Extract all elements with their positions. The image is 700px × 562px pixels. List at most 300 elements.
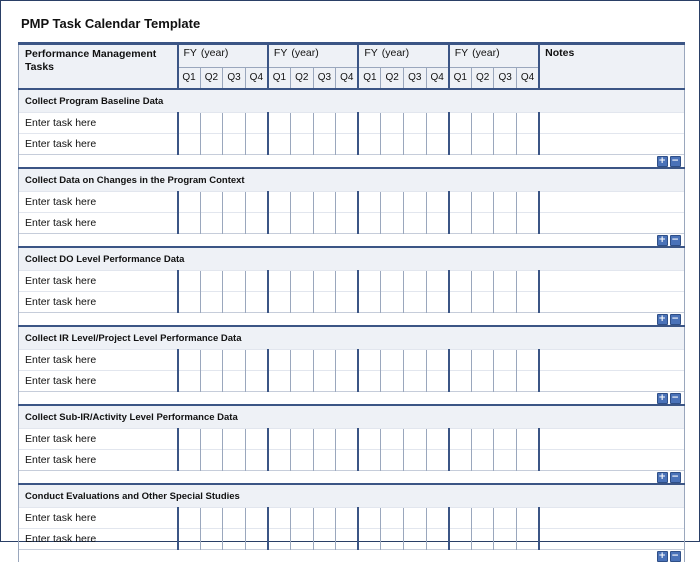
quarter-cell[interactable] xyxy=(426,213,449,234)
quarter-cell[interactable] xyxy=(223,134,246,155)
quarter-cell[interactable] xyxy=(449,192,472,213)
quarter-cell[interactable] xyxy=(178,213,201,234)
quarter-cell[interactable] xyxy=(471,508,494,529)
quarter-cell[interactable] xyxy=(245,371,268,392)
section-header-row xyxy=(19,326,685,350)
task-row xyxy=(19,134,685,155)
header-quarter-2: Q2 xyxy=(381,67,404,89)
fy-label: FY xyxy=(364,47,377,59)
quarter-cell[interactable] xyxy=(336,450,359,471)
quarter-cell[interactable] xyxy=(449,271,472,292)
quarter-cell[interactable] xyxy=(426,192,449,213)
quarter-cell[interactable] xyxy=(245,292,268,313)
quarter-cell[interactable] xyxy=(245,508,268,529)
quarter-cell[interactable] xyxy=(426,134,449,155)
task-name-cell[interactable]: Enter task here xyxy=(19,371,178,392)
section-title: Conduct Evaluations and Other Special Studies xyxy=(19,484,685,508)
quarter-cell[interactable] xyxy=(381,508,404,529)
quarter-cell[interactable] xyxy=(404,429,427,450)
quarter-cell[interactable] xyxy=(200,371,223,392)
quarter-cell[interactable] xyxy=(471,350,494,371)
quarter-cell[interactable] xyxy=(200,450,223,471)
quarter-cell[interactable] xyxy=(245,271,268,292)
quarter-cell[interactable] xyxy=(313,271,336,292)
section-controls-row xyxy=(19,313,685,327)
section-header-row xyxy=(19,484,685,508)
quarter-cell[interactable] xyxy=(268,450,291,471)
quarter-cell[interactable] xyxy=(245,529,268,550)
quarter-cell[interactable] xyxy=(494,529,517,550)
header-quarter-4: Q4 xyxy=(517,67,540,89)
quarter-cell[interactable] xyxy=(223,350,246,371)
notes-cell[interactable] xyxy=(539,134,684,155)
row-control-buttons xyxy=(657,551,681,562)
add-row-button[interactable]: + xyxy=(657,156,668,167)
quarter-cell[interactable] xyxy=(223,429,246,450)
quarter-cell[interactable] xyxy=(449,113,472,134)
quarter-cell[interactable] xyxy=(494,508,517,529)
task-name-cell[interactable]: Enter task here xyxy=(19,134,178,155)
header-quarter-4: Q4 xyxy=(426,67,449,89)
quarter-cell[interactable] xyxy=(404,292,427,313)
task-row xyxy=(19,113,685,134)
quarter-cell[interactable] xyxy=(517,271,540,292)
notes-cell[interactable] xyxy=(539,113,684,134)
quarter-cell[interactable] xyxy=(291,450,314,471)
quarter-cell[interactable] xyxy=(223,213,246,234)
header-fy-2 xyxy=(268,44,358,68)
section-controls-cell xyxy=(19,313,685,327)
quarter-cell[interactable] xyxy=(404,450,427,471)
quarter-cell[interactable] xyxy=(449,371,472,392)
task-name-cell[interactable]: Enter task here xyxy=(19,271,178,292)
quarter-cell[interactable] xyxy=(223,271,246,292)
fy-label: FY xyxy=(455,47,468,59)
task-row xyxy=(19,292,685,313)
quarter-cell[interactable] xyxy=(291,271,314,292)
quarter-cell[interactable] xyxy=(200,213,223,234)
quarter-cell[interactable] xyxy=(471,113,494,134)
header-quarter-4: Q4 xyxy=(245,67,268,89)
quarter-cell[interactable] xyxy=(517,292,540,313)
task-name-cell[interactable]: Enter task here xyxy=(19,508,178,529)
remove-row-button[interactable]: − xyxy=(670,314,681,325)
quarter-cell[interactable] xyxy=(517,192,540,213)
quarter-cell[interactable] xyxy=(245,113,268,134)
header-quarter-2: Q2 xyxy=(200,67,223,89)
section-title: Collect Data on Changes in the Program Context xyxy=(19,168,685,192)
quarter-cell[interactable] xyxy=(494,271,517,292)
task-row xyxy=(19,213,685,234)
quarter-cell[interactable] xyxy=(178,529,201,550)
fy-label: FY xyxy=(184,47,197,59)
quarter-cell[interactable] xyxy=(404,192,427,213)
quarter-cell[interactable] xyxy=(517,429,540,450)
header-notes-column: Notes xyxy=(539,44,684,90)
task-row xyxy=(19,350,685,371)
quarter-cell[interactable] xyxy=(358,134,381,155)
section-title: Collect DO Level Performance Data xyxy=(19,247,685,271)
header-quarter-3: Q3 xyxy=(313,67,336,89)
quarter-cell[interactable] xyxy=(178,271,201,292)
page-title: PMP Task Calendar Template xyxy=(21,16,200,31)
task-calendar-sheet xyxy=(18,42,684,562)
quarter-cell[interactable] xyxy=(381,271,404,292)
header-quarter-3: Q3 xyxy=(223,67,246,89)
quarter-cell[interactable] xyxy=(358,450,381,471)
task-name-cell[interactable]: Enter task here xyxy=(19,350,178,371)
quarter-cell[interactable] xyxy=(517,350,540,371)
quarter-cell[interactable] xyxy=(449,134,472,155)
quarter-cell[interactable] xyxy=(471,371,494,392)
quarter-cell[interactable] xyxy=(291,529,314,550)
notes-cell[interactable] xyxy=(539,529,684,550)
section-controls-cell xyxy=(19,550,685,562)
remove-row-button[interactable]: − xyxy=(670,472,681,483)
quarter-cell[interactable] xyxy=(426,271,449,292)
section-title: Collect Sub-IR/Activity Level Performance Data xyxy=(19,405,685,429)
quarter-cell[interactable] xyxy=(517,371,540,392)
quarter-cell[interactable] xyxy=(313,371,336,392)
quarter-cell[interactable] xyxy=(404,213,427,234)
section-controls-row xyxy=(19,155,685,169)
quarter-cell[interactable] xyxy=(358,429,381,450)
fy-year-placeholder: (year) xyxy=(201,47,228,59)
quarter-cell[interactable] xyxy=(517,529,540,550)
quarter-cell[interactable] xyxy=(471,529,494,550)
quarter-cell[interactable] xyxy=(494,134,517,155)
quarter-cell[interactable] xyxy=(494,213,517,234)
quarter-cell[interactable] xyxy=(381,450,404,471)
quarter-cell[interactable] xyxy=(200,113,223,134)
add-row-button[interactable]: + xyxy=(657,393,668,404)
task-name-cell[interactable]: Enter task here xyxy=(19,429,178,450)
notes-cell[interactable] xyxy=(539,450,684,471)
quarter-cell[interactable] xyxy=(336,529,359,550)
notes-cell[interactable] xyxy=(539,350,684,371)
quarter-cell[interactable] xyxy=(178,113,201,134)
quarter-cell[interactable] xyxy=(336,134,359,155)
quarter-cell[interactable] xyxy=(358,508,381,529)
quarter-cell[interactable] xyxy=(223,371,246,392)
remove-row-button[interactable]: − xyxy=(670,551,681,562)
quarter-cell[interactable] xyxy=(200,134,223,155)
header-fy-3 xyxy=(358,44,448,68)
quarter-cell[interactable] xyxy=(178,134,201,155)
quarter-cell[interactable] xyxy=(245,450,268,471)
quarter-cell[interactable] xyxy=(200,529,223,550)
section-header-row xyxy=(19,247,685,271)
task-row xyxy=(19,508,685,529)
quarter-cell[interactable] xyxy=(223,292,246,313)
quarter-cell[interactable] xyxy=(381,429,404,450)
task-row xyxy=(19,450,685,471)
quarter-cell[interactable] xyxy=(268,529,291,550)
quarter-cell[interactable] xyxy=(313,213,336,234)
quarter-cell[interactable] xyxy=(426,350,449,371)
remove-row-button[interactable]: − xyxy=(670,393,681,404)
quarter-cell[interactable] xyxy=(449,529,472,550)
quarter-cell[interactable] xyxy=(268,292,291,313)
quarter-cell[interactable] xyxy=(404,271,427,292)
fy-year-placeholder: (year) xyxy=(291,47,318,59)
notes-cell[interactable] xyxy=(539,508,684,529)
task-name-cell[interactable]: Enter task here xyxy=(19,450,178,471)
quarter-cell[interactable] xyxy=(336,371,359,392)
section-controls-cell xyxy=(19,155,685,169)
quarter-cell[interactable] xyxy=(223,508,246,529)
quarter-cell[interactable] xyxy=(223,192,246,213)
quarter-cell[interactable] xyxy=(291,213,314,234)
quarter-cell[interactable] xyxy=(245,192,268,213)
quarter-cell[interactable] xyxy=(449,508,472,529)
quarter-cell[interactable] xyxy=(404,529,427,550)
quarter-cell[interactable] xyxy=(404,350,427,371)
notes-cell[interactable] xyxy=(539,213,684,234)
quarter-cell[interactable] xyxy=(517,134,540,155)
header-quarter-1: Q1 xyxy=(268,67,291,89)
quarter-cell[interactable] xyxy=(471,271,494,292)
quarter-cell[interactable] xyxy=(200,292,223,313)
task-name-cell[interactable]: Enter task here xyxy=(19,529,178,550)
row-control-buttons xyxy=(657,314,681,325)
quarter-cell[interactable] xyxy=(178,508,201,529)
quarter-cell[interactable] xyxy=(291,192,314,213)
quarter-cell[interactable] xyxy=(404,371,427,392)
quarter-cell[interactable] xyxy=(223,450,246,471)
quarter-cell[interactable] xyxy=(358,292,381,313)
quarter-cell[interactable] xyxy=(358,271,381,292)
add-row-button[interactable]: + xyxy=(657,235,668,246)
notes-cell[interactable] xyxy=(539,371,684,392)
quarter-cell[interactable] xyxy=(494,350,517,371)
quarter-cell[interactable] xyxy=(268,113,291,134)
quarter-cell[interactable] xyxy=(178,450,201,471)
quarter-cell[interactable] xyxy=(313,134,336,155)
quarter-cell[interactable] xyxy=(426,371,449,392)
quarter-cell[interactable] xyxy=(313,450,336,471)
quarter-cell[interactable] xyxy=(471,213,494,234)
quarter-cell[interactable] xyxy=(178,192,201,213)
task-name-cell[interactable]: Enter task here xyxy=(19,213,178,234)
notes-cell[interactable] xyxy=(539,292,684,313)
section-controls-row xyxy=(19,392,685,406)
header-quarter-1: Q1 xyxy=(178,67,201,89)
quarter-cell[interactable] xyxy=(426,429,449,450)
quarter-cell[interactable] xyxy=(358,192,381,213)
task-row xyxy=(19,371,685,392)
quarter-cell[interactable] xyxy=(494,192,517,213)
row-control-buttons xyxy=(657,235,681,246)
quarter-cell[interactable] xyxy=(291,429,314,450)
quarter-cell[interactable] xyxy=(358,529,381,550)
quarter-cell[interactable] xyxy=(313,429,336,450)
quarter-cell[interactable] xyxy=(313,508,336,529)
section-controls-cell xyxy=(19,471,685,485)
quarter-cell[interactable] xyxy=(200,508,223,529)
quarter-cell[interactable] xyxy=(291,134,314,155)
quarter-cell[interactable] xyxy=(268,134,291,155)
quarter-cell[interactable] xyxy=(358,113,381,134)
task-row xyxy=(19,429,685,450)
task-row xyxy=(19,192,685,213)
quarter-cell[interactable] xyxy=(313,192,336,213)
quarter-cell[interactable] xyxy=(336,508,359,529)
quarter-cell[interactable] xyxy=(449,450,472,471)
quarter-cell[interactable] xyxy=(336,213,359,234)
quarter-cell[interactable] xyxy=(268,213,291,234)
quarter-cell[interactable] xyxy=(381,350,404,371)
section-controls-row xyxy=(19,234,685,248)
section-controls-cell xyxy=(19,234,685,248)
quarter-cell[interactable] xyxy=(449,350,472,371)
row-control-buttons xyxy=(657,472,681,483)
quarter-cell[interactable] xyxy=(494,450,517,471)
quarter-cell[interactable] xyxy=(358,371,381,392)
quarter-cell[interactable] xyxy=(494,429,517,450)
header-quarter-3: Q3 xyxy=(494,67,517,89)
quarter-cell[interactable] xyxy=(245,350,268,371)
quarter-cell[interactable] xyxy=(313,350,336,371)
quarter-cell[interactable] xyxy=(471,450,494,471)
section-title: Collect IR Level/Project Level Performance Data xyxy=(19,326,685,350)
table-body xyxy=(19,89,685,562)
quarter-cell[interactable] xyxy=(223,529,246,550)
fy-year-placeholder: (year) xyxy=(472,47,499,59)
quarter-cell[interactable] xyxy=(245,429,268,450)
add-row-button[interactable]: + xyxy=(657,472,668,483)
quarter-cell[interactable] xyxy=(517,213,540,234)
quarter-cell[interactable] xyxy=(426,450,449,471)
task-row xyxy=(19,271,685,292)
quarter-cell[interactable] xyxy=(268,371,291,392)
quarter-cell[interactable] xyxy=(313,113,336,134)
quarter-cell[interactable] xyxy=(494,371,517,392)
quarter-cell[interactable] xyxy=(471,134,494,155)
add-row-button[interactable]: + xyxy=(657,314,668,325)
quarter-cell[interactable] xyxy=(336,113,359,134)
quarter-cell[interactable] xyxy=(200,429,223,450)
quarter-cell[interactable] xyxy=(381,529,404,550)
section-header-row xyxy=(19,405,685,429)
quarter-cell[interactable] xyxy=(381,292,404,313)
quarter-cell[interactable] xyxy=(178,429,201,450)
quarter-cell[interactable] xyxy=(426,113,449,134)
quarter-cell[interactable] xyxy=(200,350,223,371)
quarter-cell[interactable] xyxy=(268,508,291,529)
quarter-cell[interactable] xyxy=(313,529,336,550)
quarter-cell[interactable] xyxy=(381,192,404,213)
quarter-cell[interactable] xyxy=(178,292,201,313)
notes-cell[interactable] xyxy=(539,429,684,450)
quarter-cell[interactable] xyxy=(336,271,359,292)
quarter-cell[interactable] xyxy=(313,292,336,313)
quarter-cell[interactable] xyxy=(200,271,223,292)
quarter-cell[interactable] xyxy=(178,350,201,371)
quarter-cell[interactable] xyxy=(471,429,494,450)
quarter-cell[interactable] xyxy=(517,508,540,529)
header-quarter-1: Q1 xyxy=(449,67,472,89)
header-fy-1 xyxy=(178,44,268,68)
quarter-cell[interactable] xyxy=(471,292,494,313)
header-quarter-2: Q2 xyxy=(471,67,494,89)
header-quarter-3: Q3 xyxy=(404,67,427,89)
header-quarter-4: Q4 xyxy=(336,67,359,89)
quarter-cell[interactable] xyxy=(404,134,427,155)
quarter-cell[interactable] xyxy=(494,292,517,313)
quarter-cell[interactable] xyxy=(336,292,359,313)
quarter-cell[interactable] xyxy=(291,113,314,134)
task-name-cell[interactable]: Enter task here xyxy=(19,113,178,134)
quarter-cell[interactable] xyxy=(268,271,291,292)
quarter-cell[interactable] xyxy=(449,213,472,234)
task-name-cell[interactable]: Enter task here xyxy=(19,192,178,213)
row-control-buttons xyxy=(657,156,681,167)
quarter-cell[interactable] xyxy=(358,213,381,234)
section-title: Collect Program Baseline Data xyxy=(19,89,685,113)
section-header-row xyxy=(19,168,685,192)
quarter-cell[interactable] xyxy=(471,192,494,213)
quarter-cell[interactable] xyxy=(426,529,449,550)
quarter-cell[interactable] xyxy=(336,192,359,213)
remove-row-button[interactable]: − xyxy=(670,156,681,167)
quarter-cell[interactable] xyxy=(291,508,314,529)
quarter-cell[interactable] xyxy=(381,371,404,392)
quarter-cell[interactable] xyxy=(494,113,517,134)
quarter-cell[interactable] xyxy=(223,113,246,134)
section-header-row xyxy=(19,89,685,113)
quarter-cell[interactable] xyxy=(245,213,268,234)
quarter-cell[interactable] xyxy=(449,429,472,450)
quarter-cell[interactable] xyxy=(381,113,404,134)
quarter-cell[interactable] xyxy=(381,213,404,234)
quarter-cell[interactable] xyxy=(200,192,223,213)
add-row-button[interactable]: + xyxy=(657,551,668,562)
quarter-cell[interactable] xyxy=(404,113,427,134)
row-control-buttons xyxy=(657,393,681,404)
task-name-cell[interactable]: Enter task here xyxy=(19,292,178,313)
quarter-cell[interactable] xyxy=(245,134,268,155)
quarter-cell[interactable] xyxy=(268,192,291,213)
quarter-cell[interactable] xyxy=(291,350,314,371)
section-controls-row xyxy=(19,550,685,562)
quarter-cell[interactable] xyxy=(426,292,449,313)
quarter-cell[interactable] xyxy=(336,350,359,371)
quarter-cell[interactable] xyxy=(381,134,404,155)
task-calendar-table xyxy=(18,42,685,562)
remove-row-button[interactable]: − xyxy=(670,235,681,246)
quarter-cell[interactable] xyxy=(291,371,314,392)
quarter-cell[interactable] xyxy=(517,113,540,134)
quarter-cell[interactable] xyxy=(404,508,427,529)
header-quarter-1: Q1 xyxy=(358,67,381,89)
quarter-cell[interactable] xyxy=(426,508,449,529)
header-fy-4 xyxy=(449,44,539,68)
quarter-cell[interactable] xyxy=(449,292,472,313)
quarter-cell[interactable] xyxy=(358,350,381,371)
quarter-cell[interactable] xyxy=(291,292,314,313)
quarter-cell[interactable] xyxy=(336,429,359,450)
section-controls-cell xyxy=(19,392,685,406)
header-quarter-2: Q2 xyxy=(291,67,314,89)
quarter-cell[interactable] xyxy=(268,429,291,450)
notes-cell[interactable] xyxy=(539,192,684,213)
quarter-cell[interactable] xyxy=(517,450,540,471)
quarter-cell[interactable] xyxy=(178,371,201,392)
task-row xyxy=(19,529,685,550)
notes-cell[interactable] xyxy=(539,271,684,292)
quarter-cell[interactable] xyxy=(268,350,291,371)
